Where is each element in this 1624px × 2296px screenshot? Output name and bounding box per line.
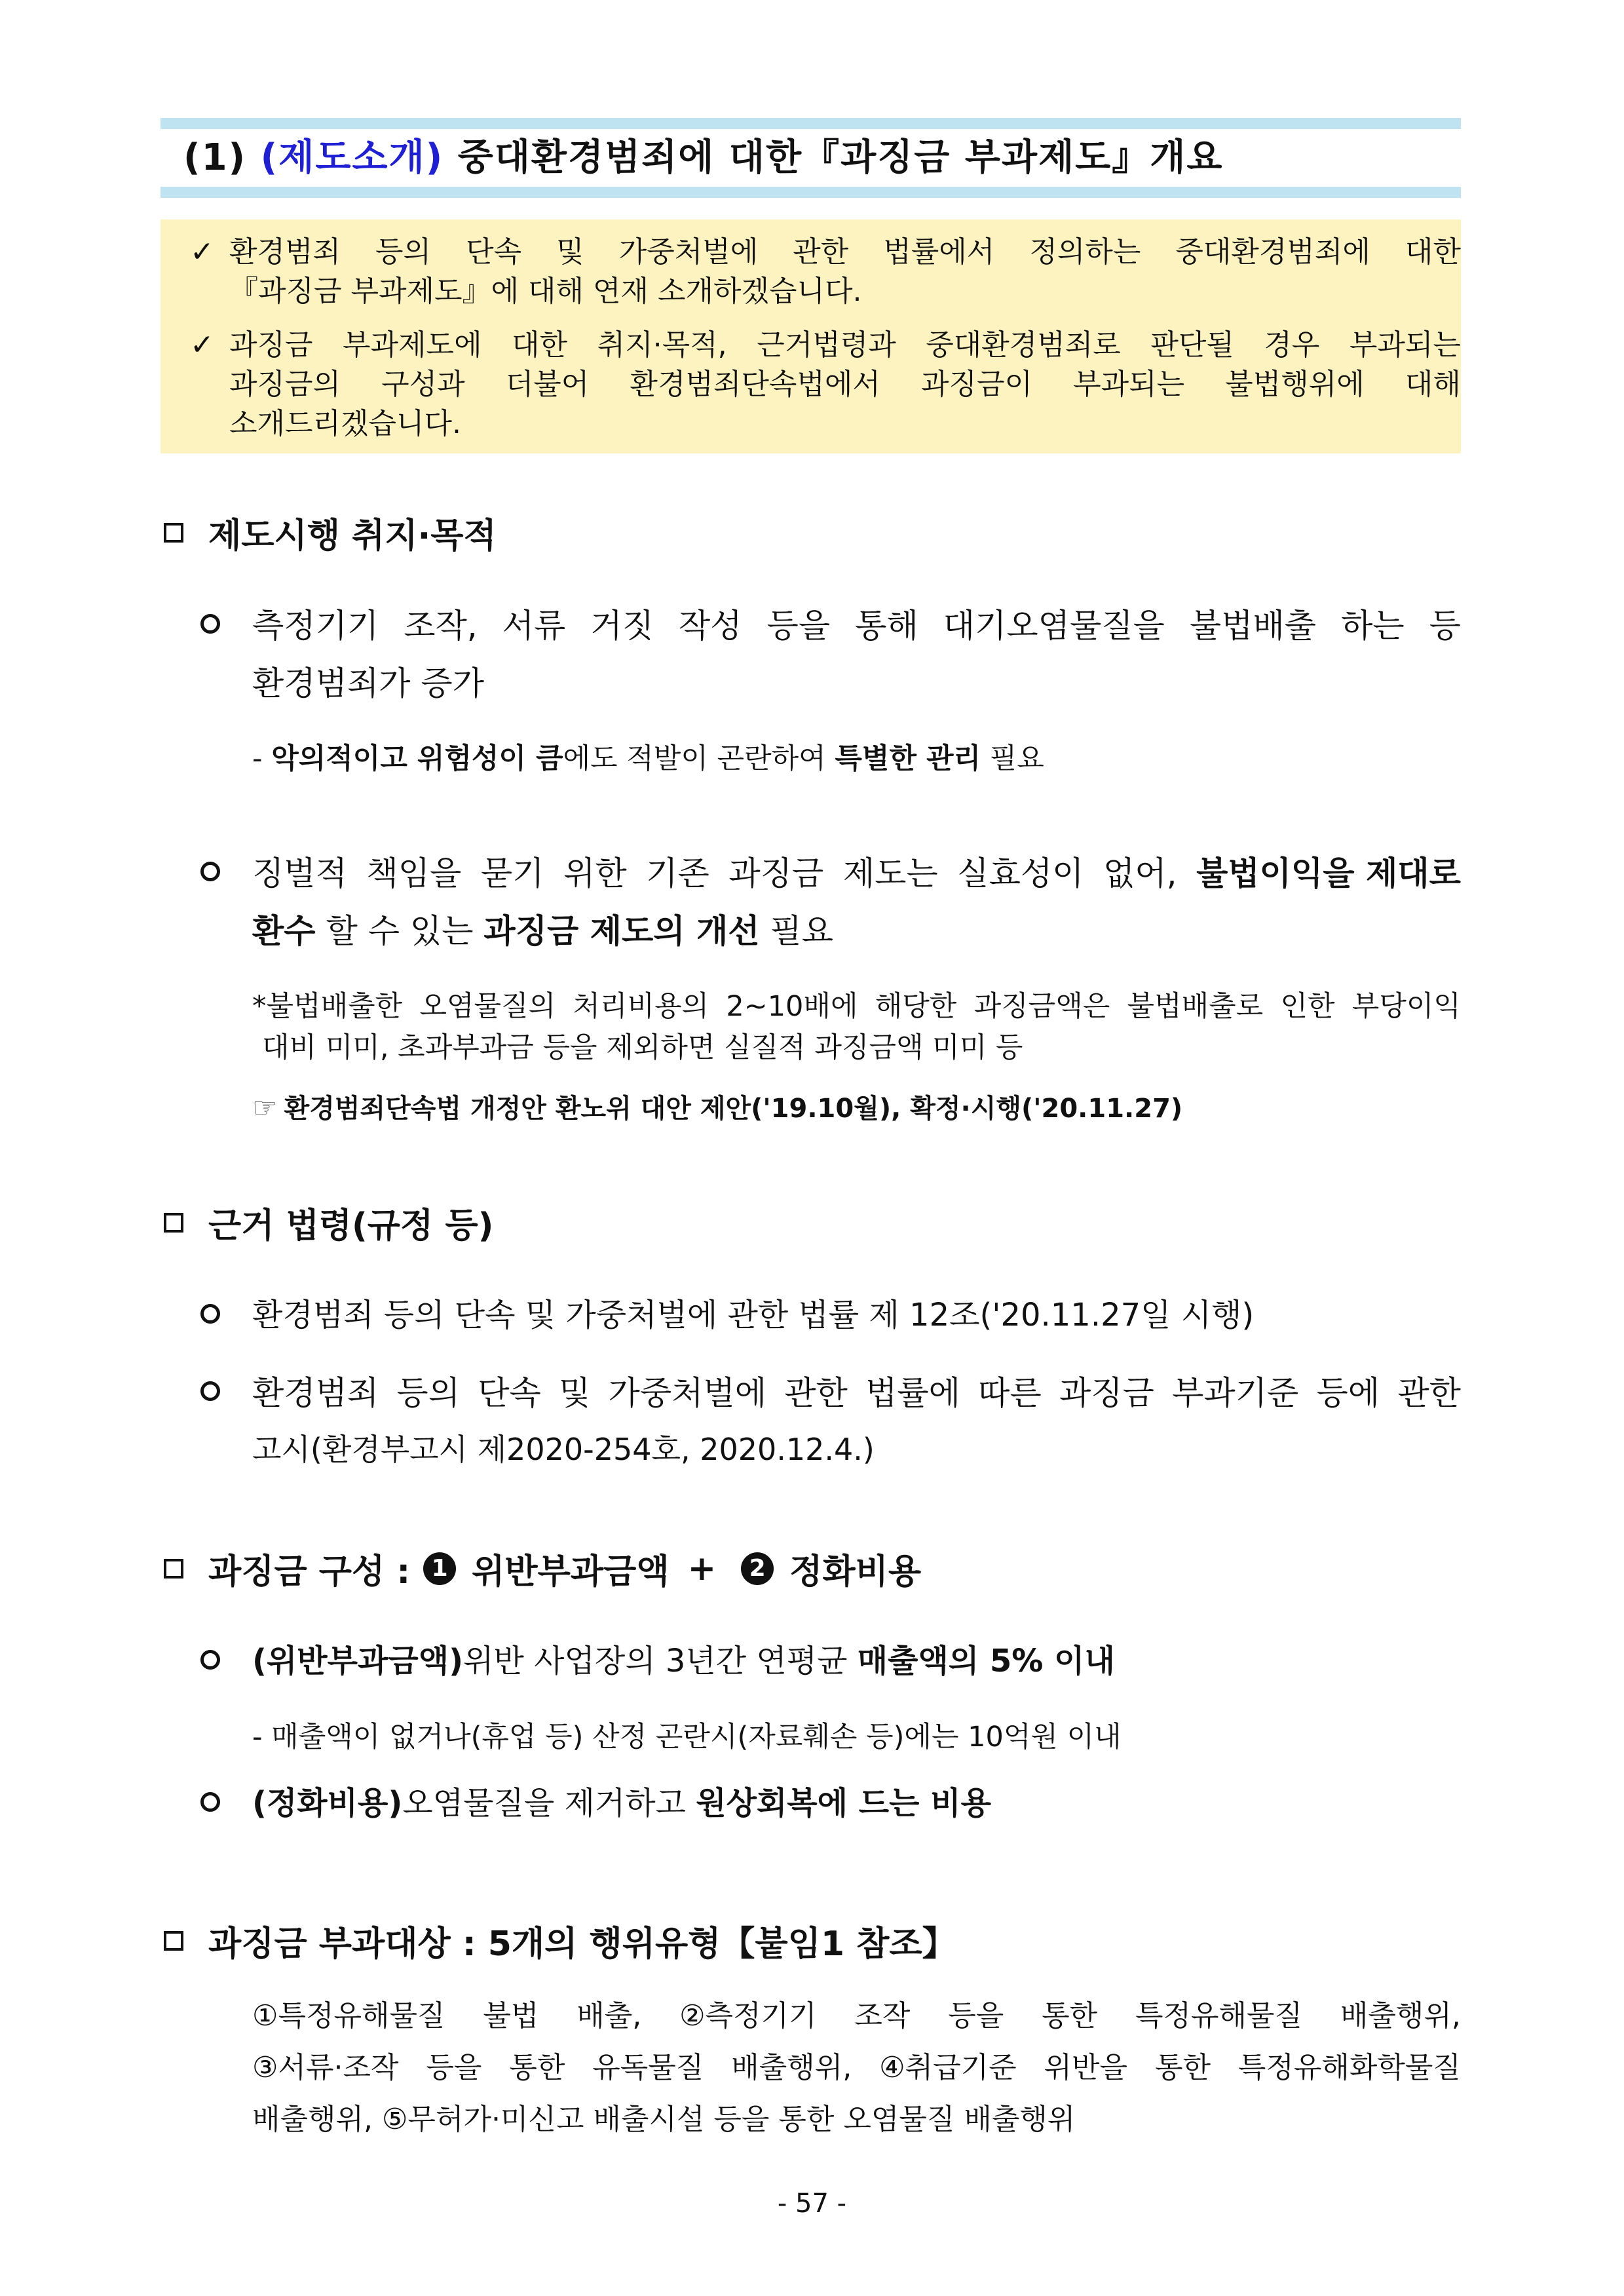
word: 부과기준 xyxy=(1172,1374,1299,1412)
word: 환경범죄 xyxy=(252,1374,379,1412)
word: 등을 xyxy=(426,2051,482,2084)
word: 거짓 xyxy=(590,607,654,645)
word: ③서류·조작 xyxy=(252,2051,399,2084)
word: 판단될 xyxy=(1150,328,1234,362)
purpose-note-line-2: 대비 미미, 초과부과금 등을 제외하면 실질적 과징금액 미미 등 xyxy=(262,1031,1023,1064)
word: 등에 xyxy=(1316,1374,1380,1412)
page-number: - 57 - xyxy=(777,2189,847,2219)
word: 중대환경범죄로 xyxy=(926,328,1121,362)
word: 특정유해화학물질 xyxy=(1237,2051,1461,2084)
heading-target-text: 과징금 부과대상 : 5개의 행위유형【붙임1 참조】 xyxy=(208,1924,956,1964)
section-tag: (제도소개) xyxy=(260,136,444,179)
word: 과징금의 xyxy=(229,368,341,401)
square-bullet-icon xyxy=(164,1559,183,1578)
purpose-item-2-line-1 xyxy=(252,847,1461,894)
emphasis: 원상회복에 드는 비용 xyxy=(696,1785,991,1822)
purpose-pointer-line xyxy=(252,1088,1182,1125)
law-item-2-line-1 xyxy=(252,1367,1461,1414)
word: 과징금 xyxy=(229,328,313,362)
word: 경우 xyxy=(1264,328,1320,362)
summary-item-2-line-2 xyxy=(229,365,1461,404)
word: 제도는 xyxy=(842,854,938,892)
word: 대한 xyxy=(1405,235,1461,269)
word: 가중처벌에 xyxy=(618,235,759,269)
word: 등 xyxy=(1429,607,1461,645)
word: 징벌적 xyxy=(252,854,347,892)
word: 과징금 xyxy=(1059,1374,1154,1412)
word: 환경범죄 xyxy=(229,235,341,269)
emphasis: 불법이익을 제대로 xyxy=(1196,854,1461,892)
summary-item-1-line-2: 『과징금 부과제도』에 대해 연재 소개하겠습니다. xyxy=(229,275,862,308)
word: 법률에 xyxy=(865,1374,960,1412)
word: 대해 xyxy=(1405,368,1461,401)
word: 조작, xyxy=(404,607,478,645)
number-1-badge: 1 xyxy=(423,1552,456,1585)
word: 중대환경범죄에 xyxy=(1175,235,1370,269)
word: 통한 xyxy=(1042,1999,1098,2033)
title-bar-bottom xyxy=(161,187,1461,198)
emphasis: 환경범죄단속법 개정안 환노위 대안 제안('19.10월), 확정·시행('20.11.27) xyxy=(284,1094,1183,1124)
section-number: (1) xyxy=(183,136,247,179)
word: 인한 xyxy=(1280,990,1335,1023)
heading-law xyxy=(164,1198,493,1247)
word: 불법행위에 xyxy=(1225,368,1365,401)
word: 불법 xyxy=(483,1999,539,2033)
law-item-1: 환경범죄 등의 단속 및 가중처벌에 관한 법률 제 12조('20.11.27일 시행) xyxy=(252,1297,1255,1333)
word: 단속 xyxy=(466,235,522,269)
circle-bullet-icon xyxy=(200,1650,220,1670)
purpose-item-1-sub: - 악의적이고 위험성이 큼에도 적발이 곤란하여 특별한 관리 필요 xyxy=(252,742,1044,775)
square-bullet-icon xyxy=(164,523,183,543)
word: 가중처벌에 xyxy=(608,1374,767,1412)
word: 근거법령과 xyxy=(757,328,896,362)
word: 부과제도에 xyxy=(343,328,482,362)
emphasis: 매출액의 5% 이내 xyxy=(857,1643,1115,1679)
word: *불법배출한 xyxy=(252,990,403,1023)
section-title xyxy=(183,128,1223,181)
title-bar-top xyxy=(161,118,1461,129)
composition-item-1: (위반부과금액)위반 사업장의 3년간 연평균 매출액의 5% 이내 xyxy=(252,1643,1115,1679)
word: 서류 xyxy=(502,607,566,645)
word: 관한 xyxy=(793,235,849,269)
word: 따른 xyxy=(978,1374,1042,1412)
word: 하는 xyxy=(1341,607,1405,645)
word: 법률에서 xyxy=(883,235,995,269)
circle-bullet-icon xyxy=(200,862,220,881)
word: 조작 xyxy=(854,1999,911,2033)
word: 구성과 xyxy=(381,368,465,401)
word: 처리비용의 xyxy=(573,990,709,1023)
heading-composition: 과징금 구성 : 1 위반부과금액 + 2 정화비용 xyxy=(164,1544,921,1593)
word: 부과되는 xyxy=(1073,368,1185,401)
word: ②측정기기 xyxy=(679,1999,817,2033)
circle-bullet-icon xyxy=(200,1304,220,1324)
summary-item-1-line-1 xyxy=(229,233,1461,272)
word: 통한 xyxy=(509,2051,565,2084)
word: 등의 xyxy=(375,235,432,269)
pointing-hand-icon: ☞ xyxy=(252,1092,278,1124)
word: 및 xyxy=(559,1374,591,1412)
check-mark-icon: ✓ xyxy=(190,328,214,362)
word: 등을 xyxy=(766,607,831,645)
word: 과징금액은 xyxy=(973,990,1110,1023)
circle-bullet-icon xyxy=(200,614,220,634)
word: 없어, xyxy=(1103,854,1177,892)
word: 배출행위, xyxy=(1340,1999,1461,2033)
word: 작성 xyxy=(678,607,742,645)
word: 배출행위, xyxy=(731,2051,852,2084)
word: 과징금 xyxy=(728,854,824,892)
word: 정의하는 xyxy=(1029,235,1141,269)
circle-bullet-icon xyxy=(200,1381,220,1401)
word: 특정유해물질 xyxy=(1135,1999,1303,2033)
word: 측정기기 xyxy=(252,607,379,645)
composition-item-1-sub: - 매출액이 없거나(휴업 등) 산정 곤란시(자료훼손 등)에는 10억원 이내 xyxy=(252,1721,1122,1753)
word: 통해 xyxy=(855,607,918,645)
word: 배출, xyxy=(576,1999,642,2033)
word: 불법배출 xyxy=(1189,607,1317,645)
word: 통한 xyxy=(1154,2051,1211,2084)
heading-purpose-text: 제도시행 취지·목적 xyxy=(208,516,497,556)
law-item-2-line-2: 고시(환경부고시 제2020-254호, 2020.12.4.) xyxy=(252,1432,875,1467)
word: 부당이익 xyxy=(1351,990,1461,1023)
target-line-2 xyxy=(252,2044,1461,2086)
number-2-badge: 2 xyxy=(741,1552,774,1585)
word: ①특정유해물질 xyxy=(252,1999,445,2033)
emphasis: 환수 xyxy=(252,912,316,950)
word: 등을 xyxy=(948,1999,1004,2033)
word: 실효성이 xyxy=(957,854,1084,892)
word: 취지·목적, xyxy=(597,328,727,362)
word: 단속 xyxy=(478,1374,541,1412)
summary-item-1 xyxy=(190,233,1461,311)
purpose-item-1-line-2: 환경범죄가 증가 xyxy=(252,664,484,702)
word: 등의 xyxy=(396,1374,461,1412)
word: 유독물질 xyxy=(592,2051,704,2084)
square-bullet-icon xyxy=(164,1213,183,1233)
emphasis: 특별한 관리 xyxy=(835,742,981,775)
word: 해당한 xyxy=(875,990,957,1023)
word: 환경범죄단속법에서 xyxy=(630,368,880,401)
purpose-note-line-1 xyxy=(252,984,1461,1024)
word: 2~10배에 xyxy=(726,990,858,1023)
word: 및 xyxy=(556,235,584,269)
heading-purpose xyxy=(164,508,497,557)
summary-item-2-line-3: 소개드리겠습니다. xyxy=(229,407,462,440)
square-bullet-icon xyxy=(164,1931,183,1951)
word: 대기오염물질을 xyxy=(943,607,1165,645)
summary-item-2-line-1 xyxy=(229,326,1461,365)
section-title-text: 중대환경범죄에 대한『과징금 부과제도』개요 xyxy=(457,136,1224,179)
composition-item-2: (정화비용)오염물질을 제거하고 원상회복에 드는 비용 xyxy=(252,1785,991,1822)
target-line-3: 배출행위, ⑤무허가·미신고 배출시설 등을 통한 오염물질 배출행위 xyxy=(252,2103,1076,2136)
heading-law-text: 근거 법령(규정 등) xyxy=(208,1206,494,1246)
word: 대한 xyxy=(512,328,568,362)
word: ④취급기준 xyxy=(879,2051,1017,2084)
emphasis: (위반부과금액) xyxy=(252,1643,464,1679)
word: 위반을 xyxy=(1044,2051,1128,2084)
word: 더불어 xyxy=(505,368,590,401)
target-line-1 xyxy=(252,1992,1461,2034)
check-mark-icon: ✓ xyxy=(190,235,214,269)
word: 책임을 xyxy=(366,854,462,892)
emphasis: (정화비용) xyxy=(252,1785,403,1822)
word: 위한 xyxy=(563,854,627,892)
summary-item-2 xyxy=(190,326,1461,444)
purpose-item-2-line-2: 환수 할 수 있는 과징금 제도의 개선 필요 xyxy=(252,912,834,950)
word: 관한 xyxy=(1397,1374,1461,1412)
word: 불법배출로 xyxy=(1127,990,1264,1023)
purpose-item-1-line-1 xyxy=(252,600,1461,647)
word: 오염물질의 xyxy=(419,990,556,1023)
word: 과징금이 xyxy=(921,368,1033,401)
emphasis: 악의적이고 위험성이 큼 xyxy=(271,742,563,775)
word: 묻기 xyxy=(480,854,544,892)
heading-target xyxy=(164,1916,956,1965)
word: 관한 xyxy=(784,1374,848,1412)
emphasis: 과징금 제도의 개선 xyxy=(483,912,760,950)
word: 기존 xyxy=(646,854,709,892)
circle-bullet-icon xyxy=(200,1792,220,1812)
word: 부과되는 xyxy=(1349,328,1461,362)
